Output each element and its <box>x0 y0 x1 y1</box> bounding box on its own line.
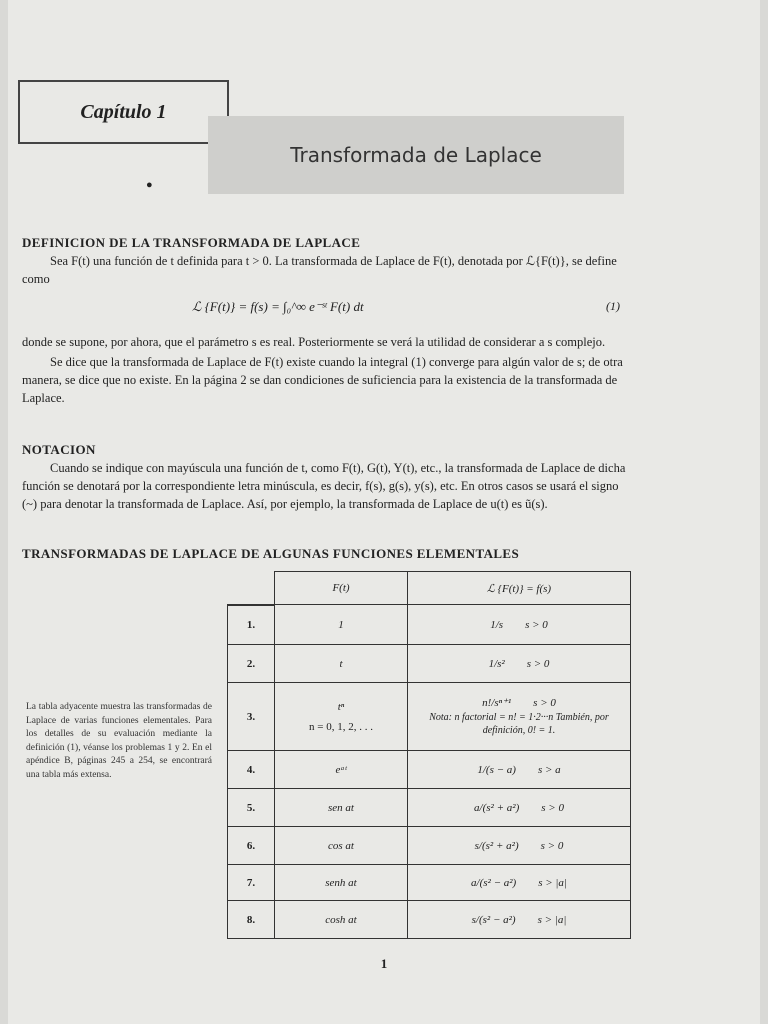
notation-section <box>22 441 628 513</box>
notation-heading: NOTACION <box>22 442 96 457</box>
row-condition: s > 0 <box>540 839 564 852</box>
row-ft: senh at <box>275 865 408 901</box>
notation-paragraph: Cuando se indique con mayúscula una función de t, como F(t), G(t), Y(t), etc., la transformada de Laplace de dicha función se denotará por la correspondiente letra minúscula, es decir, f(s), g(s), y(s), etc. En otros casos se usará el signo (~) para denotar la transformada de Laplace. Así, por ejemplo, la transformada de Laplace de u(t) es ũ(s). <box>22 461 626 511</box>
definition-paragraph-3: Se dice que la transformada de Laplace de F(t) existe cuando la integral (1) converge para algún valor de s; de otra manera, se dice que no existe. En la página 2 se dan condiciones de suficiencia para la existencia de la transformada de Laplace. <box>22 355 623 405</box>
row-ft: tⁿ <box>337 700 345 713</box>
chapter-title: Transformada de Laplace <box>290 143 542 167</box>
table-row <box>228 605 631 645</box>
table-section-heading: TRANSFORMADAS DE LAPLACE DE ALGUNAS FUNCIONES ELEMENTALES <box>22 546 520 561</box>
table-row <box>228 789 631 827</box>
header-ft: F(t) <box>275 572 408 605</box>
row-condition: s > |a| <box>538 876 567 889</box>
row-number: 5. <box>228 789 275 827</box>
table-section-heading-wrap <box>22 545 628 563</box>
row-fs-cell <box>408 827 631 865</box>
row-ft-extra: n = 0, 1, 2, . . . <box>309 720 373 733</box>
row-fs-cell <box>408 605 631 645</box>
definition-section <box>22 234 628 288</box>
table-row <box>228 683 631 751</box>
definition-heading: DEFINICION DE LA TRANSFORMADA DE LAPLACE <box>22 235 361 250</box>
header-blank-cell <box>228 572 275 605</box>
row-ft: 1 <box>275 605 408 645</box>
chapter-label-box <box>18 80 229 144</box>
row-condition: s > 0 <box>541 801 564 814</box>
row-number: 8. <box>228 901 275 939</box>
row-ft: cosh at <box>275 901 408 939</box>
row-number: 3. <box>228 683 275 751</box>
definition-paragraph-2: donde se supone, por ahora, que el parámetro s es real. Posteriormente se verá la utilidad de considerar a s complejo. <box>22 335 606 349</box>
row-fs: 1/s <box>490 618 504 631</box>
row-ft-cell <box>275 683 408 751</box>
row-number: 1. <box>228 605 275 645</box>
row-note: Nota: n factorial = n! = 1·2···n También, por definición, 0! = 1. <box>429 712 609 736</box>
chapter-title-band <box>208 116 624 194</box>
row-fs: a/(s² + a²) <box>474 801 520 814</box>
row-number: 4. <box>228 751 275 789</box>
definition-paragraph-1: Sea F(t) una función de t definida para t > 0. La transformada de Laplace de F(t), denotada por ℒ{F(t)}, se define como <box>22 254 617 286</box>
header-fs: ℒ {F(t)} = f(s) <box>408 572 631 605</box>
equation-number: (1) <box>606 299 620 313</box>
decorative-mark: ● <box>146 179 153 191</box>
laplace-transforms-table <box>227 571 631 939</box>
table-row <box>228 901 631 939</box>
row-number: 7. <box>228 865 275 901</box>
row-fs: s/(s² + a²) <box>474 839 519 852</box>
row-condition: s > a <box>537 763 561 776</box>
table-side-note: La tabla adyacente muestra las transformadas de Laplace de varias funciones elementales. Para los detalles de su evaluación mediante la definición (1), véanse los problemas 1 y 2. En el apéndice B, páginas 245 a 254, se encontrará una tabla más extensa. <box>26 702 212 780</box>
row-fs-cell <box>408 789 631 827</box>
row-fs-cell <box>408 901 631 939</box>
row-condition: s > 0 <box>526 657 550 670</box>
row-fs: n!/sⁿ⁺¹ <box>482 697 512 709</box>
table-row <box>228 865 631 901</box>
table-row <box>228 827 631 865</box>
table-header-row <box>228 572 631 605</box>
table-row <box>228 645 631 683</box>
formula-text: ℒ {F(t)} = f(s) = ∫₀^∞ e⁻ˢᵗ F(t) dt <box>192 299 364 314</box>
table-row <box>228 751 631 789</box>
row-fs-cell <box>408 645 631 683</box>
row-fs-cell <box>408 865 631 901</box>
row-fs-cell <box>408 751 631 789</box>
row-fs: 1/s² <box>488 657 505 670</box>
chapter-label: Capítulo 1 <box>80 100 167 123</box>
laplace-definition-formula <box>22 297 628 327</box>
row-fs-cell <box>408 683 631 751</box>
page-number: 1 <box>380 956 388 971</box>
row-number: 2. <box>228 645 275 683</box>
row-condition: s > 0 <box>525 618 548 631</box>
row-condition: s > 0 <box>533 696 556 709</box>
row-ft: t <box>275 645 408 683</box>
definition-continued <box>22 333 628 407</box>
row-condition: s > |a| <box>537 913 567 926</box>
row-ft: sen at <box>275 789 408 827</box>
row-ft: cos at <box>275 827 408 865</box>
row-number: 6. <box>228 827 275 865</box>
row-fs: s/(s² − a²) <box>471 913 516 926</box>
row-fs: a/(s² − a²) <box>471 876 517 889</box>
row-ft: eᵃᵗ <box>275 751 408 789</box>
row-fs: 1/(s − a) <box>477 763 516 776</box>
